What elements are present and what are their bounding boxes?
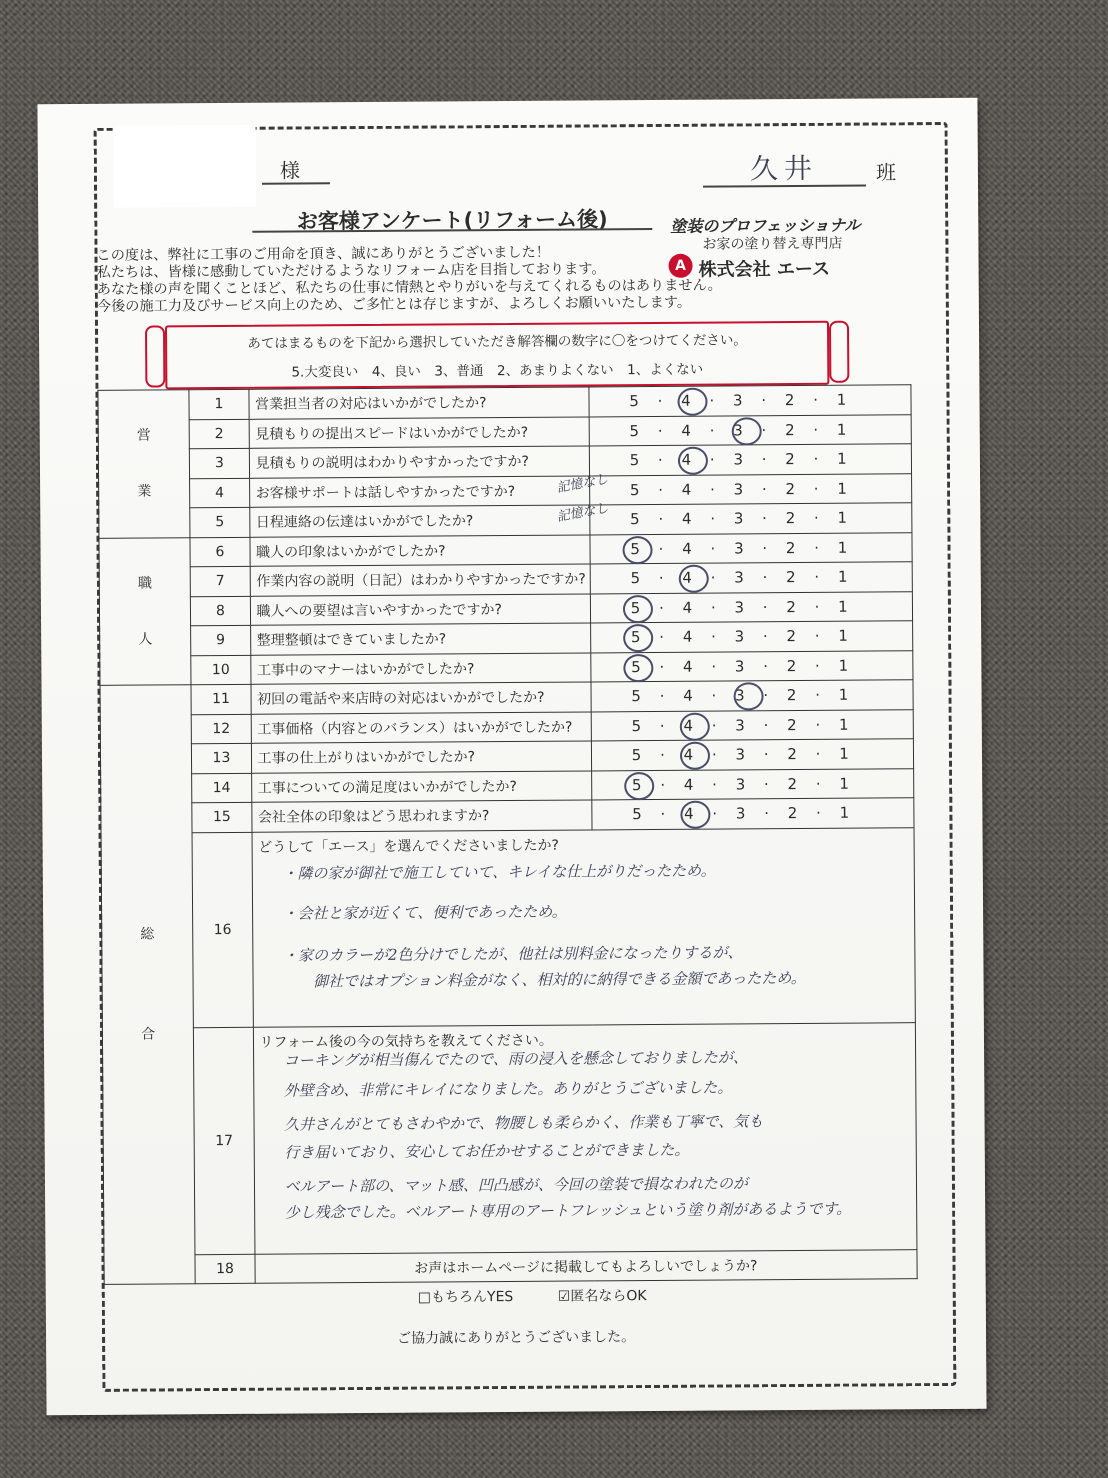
section-label-sales [98, 390, 190, 538]
company-subtitle: お家の塗り替え専門店 [702, 235, 843, 253]
question-text: 日程連絡の伝達はいかがでしたか? [249, 505, 589, 537]
closing-text: ご協力誠にありがとうございました。 [397, 1329, 636, 1347]
company-logo-icon: A [668, 254, 692, 278]
question-text: お客様サポートは話しやすかったですか? [249, 475, 589, 507]
instruction-scroll-banner [165, 321, 829, 390]
circled-rating-mark [622, 536, 652, 564]
question-text: 職人への要望は言いやすかったですか? [250, 593, 590, 625]
rating-scale: 5 · 4 · 3 · 2 · 1 [632, 803, 851, 824]
rating-cell[interactable] [591, 739, 913, 771]
question-text: 営業担当者の対応はいかがでしたか? [248, 387, 588, 419]
question-text: 工事中のマナーはいかがでしたか? [250, 652, 590, 684]
handwritten-answer-line: ベルアート部の、マット感、凹凸感が、今回の塗装で損なわれたのが [284, 1173, 748, 1196]
rating-scale: 5 · 4 · 3 · 2 · 1 [629, 479, 848, 499]
rating-scale: 5 · 4 · 3 · 2 · 1 [631, 744, 850, 765]
handwritten-answer-line: 行き届いており、安心してお任かせすることができました。 [284, 1140, 690, 1162]
q17-row [102, 1022, 917, 1255]
q16-answer-area[interactable] [252, 827, 916, 1027]
question-number: 9 [191, 625, 250, 655]
question-text: どうして「エース」を選んでくださいましたか? [258, 837, 559, 856]
company-name: 株式会社 エース [698, 258, 831, 281]
rating-cell[interactable] [592, 798, 914, 830]
sama-label: 様 [279, 158, 300, 183]
question-number: 12 [192, 714, 251, 744]
question-text: 整理整頓はできていましたか? [250, 623, 590, 655]
handwritten-answer-line: ・会社と家が近くて、便利であったため。 [282, 902, 567, 923]
question-text: 職人の印象はいかがでしたか? [249, 534, 589, 566]
question-text: 初回の電話や来店時の対応はいかがでしたか? [251, 682, 591, 714]
handwritten-note: 記憶なし [555, 471, 610, 496]
question-number: 7 [190, 566, 249, 596]
handwritten-answer-line: 少し残念でした。ベルアート専用のアートフレッシュという塗り剤があるようです。 [284, 1199, 852, 1222]
section-char: 営 [136, 427, 151, 444]
rating-cell[interactable] [589, 385, 911, 417]
handwritten-team-name: 久井 [749, 151, 819, 186]
section-char: 人 [138, 631, 153, 648]
q16-row [101, 827, 915, 1028]
handwritten-answer-line: ・隣の家が御社で施工していて、キレイな仕上がりだったため。 [282, 861, 716, 883]
rating-cell[interactable] [555, 500, 912, 535]
rating-cell[interactable] [591, 768, 913, 800]
rating-cell[interactable] [591, 709, 913, 741]
rating-scale: 5 · 4 · 3 · 2 · 1 [629, 449, 848, 470]
rating-scale: 5 · 4 · 3 · 2 · 1 [630, 508, 849, 529]
rating-scale: 5 · 4 · 3 · 2 · 1 [630, 538, 849, 558]
rating-scale: 5 · 4 · 3 · 2 · 1 [629, 420, 848, 440]
circled-rating-mark [623, 654, 653, 682]
section-label-overall [100, 685, 196, 1285]
section-char: 職 [137, 575, 152, 592]
survey-sheet [37, 98, 986, 1416]
handwritten-answer-line: コーキングが相当傷んでたので、雨の浸入を懸念しておりましたが、 [283, 1047, 748, 1070]
rating-scale: 5 · 4 · 3 · 2 · 1 [631, 715, 850, 735]
rating-scale: 5 · 4 · 3 · 2 · 1 [631, 774, 850, 794]
rating-cell[interactable] [555, 471, 911, 505]
handwritten-answer-line: 久井さんがとてもさわやかで、物腰しも柔らかく、作業も丁寧で、気も [284, 1111, 764, 1134]
circled-rating-mark [678, 565, 708, 593]
intro-line: 私たちは、皆様に感動していただけるようなリフォーム店を目指しております。 [96, 261, 606, 281]
company-tagline: 塗装のプロフェッショナル [670, 215, 861, 236]
question-number: 18 [195, 1254, 254, 1284]
intro-paragraph [96, 242, 936, 316]
question-number: 15 [192, 802, 251, 832]
circled-rating-mark [624, 772, 654, 800]
question-number: 5 [190, 507, 249, 537]
rating-cell[interactable] [590, 621, 912, 653]
circled-rating-mark [623, 624, 653, 652]
circled-rating-mark [733, 682, 763, 710]
question-table [97, 384, 917, 1285]
instruction-text: あてはまるものを下記から選択していただき解答欄の数字に〇をつけてください。 [247, 332, 747, 352]
question-number: 6 [190, 537, 249, 567]
circled-rating-mark [680, 742, 710, 770]
han-label: 班 [875, 160, 897, 185]
circled-rating-mark [731, 417, 761, 445]
question-number: 4 [190, 478, 249, 508]
question-number: 10 [191, 655, 250, 685]
q18-options [418, 1285, 687, 1307]
rating-scale: 5 · 4 · 3 · 2 · 1 [631, 685, 850, 706]
question-number: 17 [194, 1027, 255, 1254]
rating-cell[interactable] [591, 650, 913, 682]
question-number: 1 [189, 389, 248, 419]
rating-scale: 5 · 4 · 3 · 2 · 1 [630, 567, 849, 588]
question-text: 工事についての満足度はいかがでしたか? [251, 770, 591, 802]
intro-line: あなた様の声を聞くことほど、私たちの仕事に情熱とやりがいを与えてくれるものはありません。 [96, 277, 722, 298]
rating-cell[interactable] [590, 591, 912, 623]
question-text: 工事価格（内容とのバランス）はいかがでしたか? [251, 711, 591, 743]
question-number: 2 [189, 419, 248, 449]
question-number: 14 [192, 773, 251, 803]
circled-rating-mark [623, 595, 653, 623]
checkbox-anonymous[interactable]: ☑匿名ならOK [557, 1288, 647, 1305]
rating-scale: 5 · 4 · 3 · 2 · 1 [630, 597, 849, 617]
circled-rating-mark [678, 447, 708, 475]
section-char: 業 [137, 483, 152, 500]
rating-cell[interactable] [590, 532, 912, 564]
q17-answer-area[interactable] [253, 1022, 917, 1254]
question-number: 11 [191, 684, 250, 714]
rating-cell[interactable] [590, 562, 912, 594]
rating-cell[interactable] [589, 444, 911, 476]
handwritten-answer-line: 外壁含め、非常にキレイになりました。ありがとうございました。 [283, 1077, 733, 1100]
circled-rating-mark [680, 801, 710, 829]
handwritten-answer-line: ・家のカラーが2色分けでしたが、他社は別料金になったりするが、 [282, 942, 743, 965]
section-label-craftsman [99, 537, 191, 685]
question-number: 16 [192, 832, 253, 1027]
survey-title: お客様アンケート(リフォーム後) [296, 207, 608, 234]
question-text: 見積もりの提出スピードはいかがでしたか? [249, 416, 589, 448]
question-text: 会社全体の印象はどう思われますか? [251, 800, 591, 832]
question-number: 13 [192, 743, 251, 773]
question-text: 作業内容の説明（日記）はわかりやすかったですか? [250, 564, 590, 596]
question-number: 8 [191, 596, 250, 626]
rating-cell[interactable] [589, 414, 911, 446]
section-char: 総 [140, 926, 155, 943]
question-number: 3 [190, 448, 249, 478]
q18-row [104, 1249, 917, 1284]
handwritten-note: 記憶なし [555, 500, 610, 526]
circled-rating-mark [677, 388, 707, 416]
rating-scale: 5 · 4 · 3 · 2 · 1 [629, 390, 848, 411]
intro-line: 今後の施工力及びサービス向上のため、ご多忙とは存じますが、よろしくお願いいたします。 [96, 294, 692, 315]
rating-scale: 5 · 4 · 3 · 2 · 1 [631, 656, 850, 676]
handwritten-answer-line: 御社ではオプション料金がなく、相対的に納得できる金額であったため。 [313, 968, 806, 990]
question-text: 工事の仕上がりはいかがでしたか? [251, 741, 591, 773]
rating-legend: 5.大変良い 4、良い 3、普通 2、あまりよくない 1、よくない [291, 361, 704, 381]
intro-line: この度は、弊社に工事のご用命を頂き、誠にありがとうございました！ [96, 244, 550, 264]
question-text: お声はホームページに掲載してもよろしいでしょうか? [254, 1249, 917, 1283]
section-char: 合 [141, 1026, 156, 1043]
rating-scale: 5 · 4 · 3 · 2 · 1 [630, 626, 849, 647]
question-text: 見積もりの説明はわかりやすかったですか? [249, 446, 589, 478]
circled-rating-mark [679, 712, 709, 740]
redacted-name-box [114, 125, 257, 208]
rating-cell[interactable] [591, 680, 913, 712]
checkbox-yes[interactable]: □もちろんYES [417, 1289, 514, 1306]
question-text: リフォーム後の今の気持ちを教えてください。 [259, 1032, 553, 1051]
